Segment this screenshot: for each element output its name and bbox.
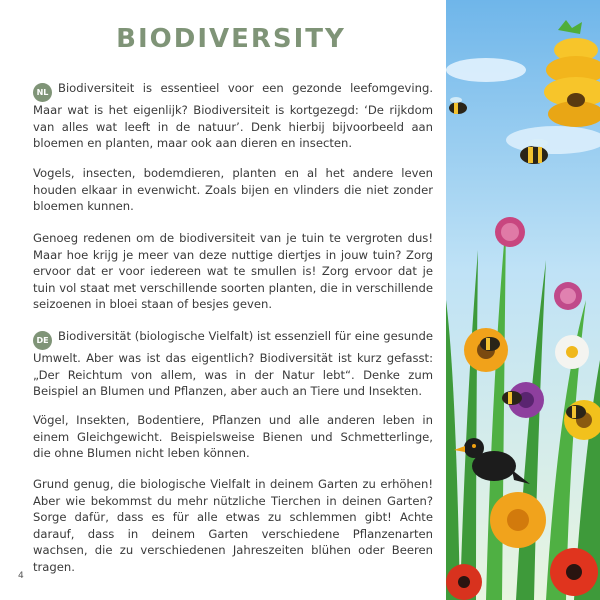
de-paragraph-2: Vögel, Insekten, Bodentiere, Pflanzen und alle anderen leben in einem Gleichgewicht. Beispielsweise Bienen und Schmetterlinge, die ohne Blumen nicht leben können. <box>33 413 433 460</box>
bee-icon <box>566 405 586 419</box>
de-paragraph-1 <box>33 328 433 400</box>
nl-paragraph-1 <box>33 80 433 152</box>
flower-icon <box>555 335 589 369</box>
de-paragraph-3: Grund genug, die biologische Vielfalt in deinem Garten zu erhöhen! Aber wie bekommst du mehr nützliche Tierchen in deinen Garten? Sorge dafür, dass es für alle etwas zu schlemmen gibt! Achte darauf, dass in deinem Garten verschiedene Pflanzenarten wachsen, die zu verschiedenen Jahreszeiten blühen oder Beeren tragen. <box>33 477 433 574</box>
bee-icon <box>480 337 500 351</box>
page-number: 4 <box>18 571 24 581</box>
nl-language-badge: NL <box>33 83 52 102</box>
flower-icon <box>446 564 482 600</box>
flower-icon <box>490 492 546 548</box>
de-language-badge: DE <box>33 331 52 350</box>
bee-icon <box>502 391 522 405</box>
flower-icon <box>554 282 582 310</box>
garden-illustration <box>446 0 600 600</box>
cloud <box>446 58 526 82</box>
de-paragraph-1-text: Biodiversität (biologische Vielfalt) ist essenziell für eine gesunde Umwelt. Aber was ist das eigentlich? Biodiversität ist kurz gefasst: „Der Reichtum von allem, was in der Natur lebt“. Denke zum Beispiel an Blumen und Pflanzen, aber auch an Tiere und Insekten. <box>33 329 433 398</box>
nl-paragraph-1-text: Biodiversiteit is essentieel voor een gezonde leefomgeving. Maar wat is het eigenlijk? Biodiversiteit is kortgezegd: ‘De rijkdom van alles wat leeft in de natuur’. Denk hierbij bijvoorbeeld aan bloemen en planten, maar ook aan dieren en insecten. <box>33 81 433 150</box>
page-title: BIODIVERSITY <box>116 24 346 54</box>
flower-icon <box>495 217 525 247</box>
nl-paragraph-2: Vogels, insecten, bodemdieren, planten en al het andere leven houden elkaar in evenwicht. Zoals bijen en vlinders die niet zonder bloemen kunnen. <box>33 166 433 213</box>
flower-icon <box>550 548 598 596</box>
nl-paragraph-3: Genoeg redenen om de biodiversiteit van je tuin te vergroten dus! Maar hoe krijg je meer van deze nuttige diertjes in jouw tuin? Zorg ervoor dat er voor iedereen wat te smullen is! Zorg ervoor dat je tuin vol staat met verschillende soorten planten, die in verschillende seizoenen in bloei staan of besjes geven. <box>33 231 433 311</box>
